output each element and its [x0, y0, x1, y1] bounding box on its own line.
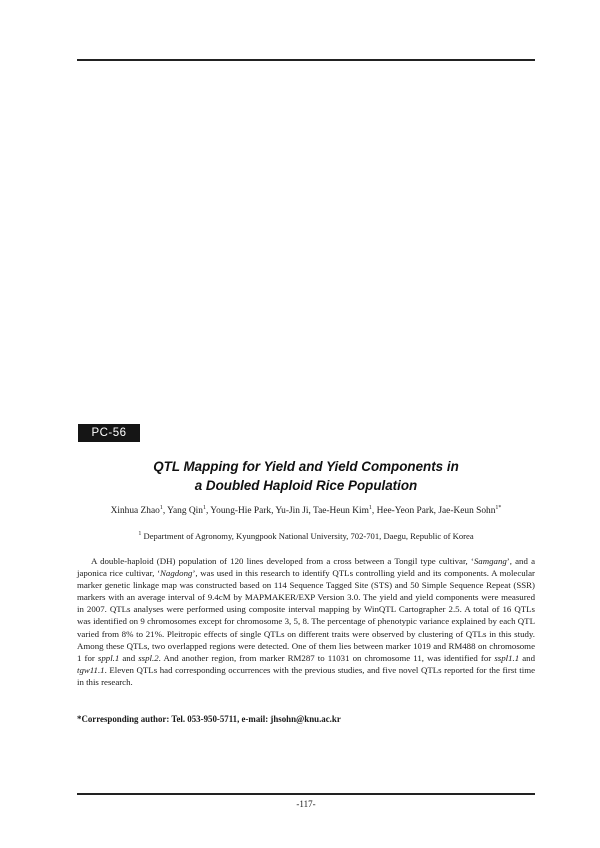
session-badge: PC-56	[78, 424, 140, 442]
abstract-text: and	[519, 652, 535, 663]
qtl-name: sppl.1	[97, 652, 120, 663]
qtl-name: sspl.2	[138, 652, 159, 663]
abstract-text: . And another region, from marker RM287 to 11031 on chromosome 11, was identified for	[158, 652, 495, 663]
top-rule	[77, 59, 535, 61]
affiliation	[77, 530, 535, 542]
qtl-name: tgw11.1	[77, 664, 105, 675]
abstract-body	[77, 555, 535, 688]
author-affiliation-marker: 1	[159, 504, 163, 511]
abstract-text: A double-haploid (DH) population of 120 lines developed from a cross between a Tongil type cultivar, ‘	[91, 556, 474, 566]
affiliation-text: Department of Agronomy, Kyungpook National University, 702-701, Daegu, Republic of Korea	[143, 531, 474, 541]
abstract-text: ’, and a japonica rice cultivar, ‘	[77, 556, 535, 579]
author-list: Xinhua Zhao$^1$, Yang Qin$^1$, Young-Hie Park, Yu-Jin Ji, Tae-Heun Kim$^1$, Hee-Yeon Park, Jae-Keun Sohn$^{1*}$	[110, 504, 502, 516]
author-name: Young-Hie Park	[210, 506, 272, 516]
qtl-name: sspl1.1	[494, 652, 520, 663]
paper-title-line-2: a Doubled Haploid Rice Population	[194, 477, 418, 493]
page-number: -117-	[296, 799, 316, 809]
abstract-text: and	[119, 652, 139, 663]
affiliation-marker: 1	[138, 531, 142, 538]
corresponding-author: *Corresponding author: Tel. 053-950-5711, e-mail: jhsohn@knu.ac.kr	[77, 714, 341, 724]
abstract-text: ’, was used in this research to identify QTLs controlling yield and its components. A molecular marker genetic linkage map was constructed based on 114 Sequence Tagged Site (STS) and 50 Simple Sequence Repeat (SSR) markers with an average interval of 9.4cM by MAPMAKER/EXP Version 3.0. The yield and yield components were measured in 2007. QTLs analyses were performed using composite interval mapping by WinQTL Cartographer 2.5. A total of 16 QTLs was identified on 9 chromosomes except for chromosome 3, 5, 8. The percentage of phenotypic variance explained by each QTL varied from 8% to 21%. Pleitropic effects of single QTLs on different traits were observed by clustering of QTLs in this study. Among these QTLs, two overlapped regions were detected. One of them lies between marker 1019 and RM488 on chromosome 1 for	[77, 568, 535, 663]
cultivar-name: Nagdong	[160, 568, 193, 579]
paper-title	[77, 458, 535, 495]
bottom-rule	[77, 793, 535, 795]
author-name: Yu-Jin Ji	[275, 506, 309, 516]
author-affiliation-marker: 1	[202, 504, 206, 511]
author-name: Jae-Keun Sohn	[438, 506, 496, 516]
cultivar-name: Samgang	[473, 556, 507, 566]
author-name: Hee-Yeon Park	[376, 506, 434, 516]
author-name: Yang Qin	[167, 506, 203, 516]
author-affiliation-marker: 1	[368, 504, 372, 511]
paper-title-line-1: QTL Mapping for Yield and Yield Components in	[153, 459, 459, 474]
author-name: Tae-Heun Kim	[313, 506, 369, 516]
author-affiliation-marker: 1*	[495, 504, 502, 511]
author-name: Xinhua Zhao	[110, 506, 160, 516]
abstract-text: . Eleven QTLs had corresponding occurrences with the previous studies, and five novel QTLs reported for the first time in this research.	[77, 664, 535, 687]
